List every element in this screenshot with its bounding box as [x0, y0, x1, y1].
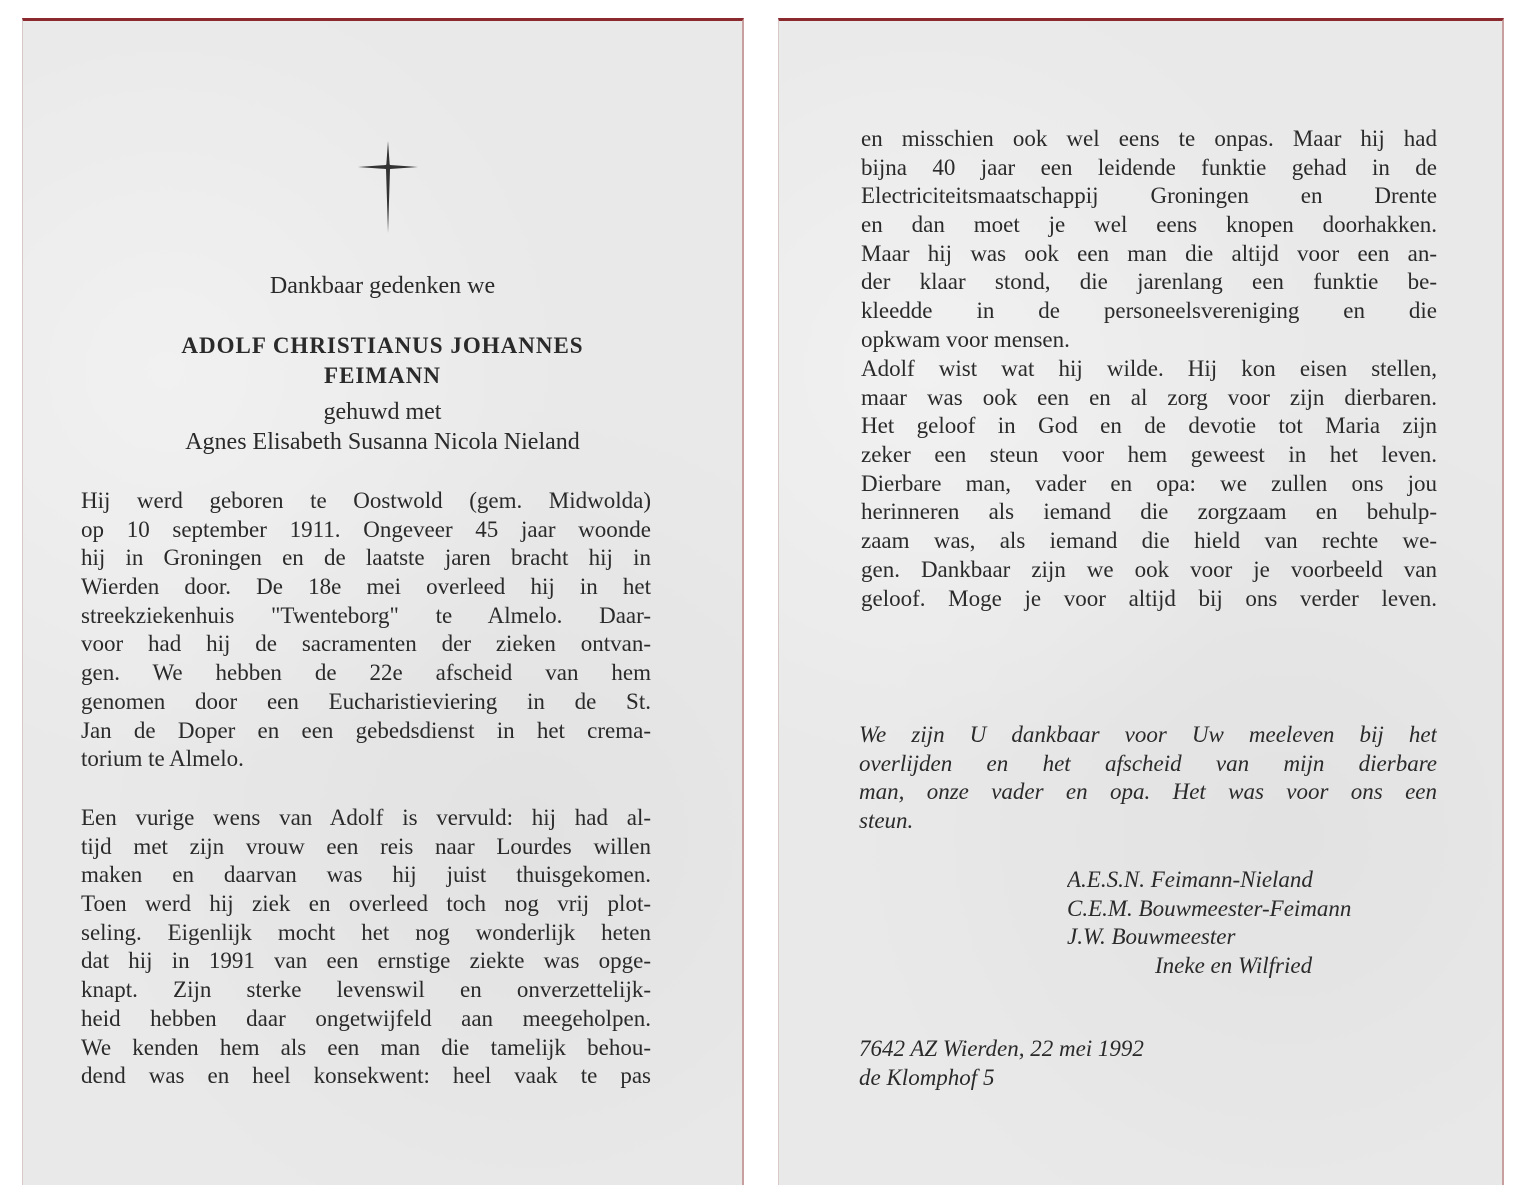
text-line: Een vurige wens van Adolf is vervuld: hij had al- — [81, 805, 651, 830]
text-line: Hij werd geboren te Oostwold (gem. Midwolda) — [81, 488, 651, 513]
text-line: Het geloof in God en de devotie tot Maria zijn — [861, 413, 1437, 439]
biography-paragraph-2 — [81, 804, 651, 1091]
text-line: tijd met zijn vrouw een reis naar Lourdes willen — [81, 833, 651, 859]
text-line: We kenden hem als een man die tamelijk behou- — [81, 1034, 651, 1060]
address — [859, 1035, 1359, 1092]
thanks-paragraph — [859, 721, 1437, 836]
text-line: opkwam voor mensen. — [861, 326, 1070, 352]
text-line: genomen door een Eucharistieviering in de St. — [81, 688, 651, 714]
text-line: Dierbare man, vader en opa: we zullen ons jou — [861, 470, 1437, 496]
text-line: geloof. Moge je voor altijd bij ons verder leven. — [861, 585, 1437, 611]
text-line: maken en daarvan was hij juist thuisgekomen. — [81, 862, 651, 888]
text-line: zaam was, als iemand die hield van rechte we- — [861, 528, 1437, 554]
signature: A.E.S.N. Feimann-Nieland — [1067, 867, 1313, 892]
text-line: overlijden en het afscheid van mijn dierbare — [859, 750, 1437, 776]
text-line: der klaar stond, die jarenlang een funktie be- — [861, 269, 1437, 295]
text-line: Maar hij was ook een man die altijd voor een an- — [861, 240, 1437, 266]
text-line: Toen werd hij ziek en overleed toch nog vrij plot- — [81, 891, 651, 917]
spouse-name: Agnes Elisabeth Susanna Nicola Nieland — [185, 429, 580, 455]
memorial-card-back — [778, 18, 1504, 1185]
text-line: herinneren als iemand die zorgzaam en behulp- — [861, 499, 1437, 525]
text-line: dend was en heel konsekwent: heel vaak te pas — [81, 1063, 651, 1089]
memorial-card-front — [22, 18, 744, 1185]
signature: J.W. Bouwmeester — [1067, 924, 1236, 950]
text-line: heid hebben daar ongetwijfeld aan meegeholpen. — [81, 1005, 651, 1031]
text-line: en dan moet je wel eens knopen doorhakken. — [861, 212, 1437, 238]
married-text: gehuwd met — [323, 399, 442, 425]
text-line: zeker een steun voor hem geweest in het leven. — [861, 442, 1437, 468]
text-line: We zijn U dankbaar voor Uw meeleven bij het — [859, 722, 1437, 747]
text-line: man, onze vader en opa. Het was voor ons een — [859, 779, 1437, 805]
text-line: gen. We hebben de 22e afscheid van hem — [81, 660, 651, 686]
text-line: seling. Eigenlijk mocht het nog wonderlijk heten — [81, 919, 651, 945]
text-line: knapt. Zijn sterke levenswil en onverzettelijk- — [81, 977, 651, 1003]
signature: Ineke en Wilfried — [1155, 953, 1313, 979]
text-line: gen. Dankbaar zijn we ook voor je voorbeeld van — [861, 556, 1437, 582]
signature: C.E.M. Bouwmeester-Feimann — [1067, 895, 1352, 921]
text-line: bijna 40 jaar een leidende funktie gehad in de — [861, 154, 1437, 180]
text-line: Adolf wist wat hij wilde. Hij kon eisen stellen, — [861, 356, 1437, 381]
intro-text: Dankbaar gedenken we — [269, 273, 496, 299]
text-line: op 10 september 1911. Ongeveer 45 jaar woonde — [81, 516, 651, 542]
text-line: dat hij in 1991 van een ernstige ziekte was opge- — [81, 948, 651, 974]
biography-paragraph-4 — [861, 355, 1437, 613]
text-line: voor had hij de sacramenten der zieken ontvan- — [81, 631, 651, 657]
text-line: kleedde in de personeelsvereniging en die — [861, 298, 1437, 324]
text-line: Jan de Doper en een gebedsdienst in het crema- — [81, 717, 651, 743]
biography-paragraph-1 — [81, 487, 651, 774]
text-line: maar was ook een en al zorg voor zijn dierbaren. — [861, 384, 1437, 410]
deceased-name-line2: FEIMANN — [324, 363, 441, 388]
text-line: Electriciteitsmaatschappij Groningen en Drente — [861, 183, 1437, 209]
biography-paragraph-3 — [861, 125, 1437, 355]
text-line: en misschien ook wel eens te onpas. Maar hij had — [861, 126, 1437, 151]
text-line: steun. — [859, 808, 914, 834]
text-line: hij in Groningen en de laatste jaren bracht hij in — [81, 545, 651, 571]
text-line: Wierden door. De 18e mei overleed hij in het — [81, 574, 651, 600]
address-line-2: de Klomphof 5 — [859, 1064, 995, 1090]
address-line-1: 7642 AZ Wierden, 22 mei 1992 — [859, 1036, 1144, 1061]
signatures — [1067, 866, 1447, 981]
text-line: streekziekenhuis "Twenteborg" te Almelo. Daar- — [81, 602, 651, 628]
deceased-name-line1: ADOLF CHRISTIANUS JOHANNES — [181, 333, 584, 358]
cross-icon — [356, 139, 420, 237]
text-line: torium te Almelo. — [81, 746, 244, 772]
